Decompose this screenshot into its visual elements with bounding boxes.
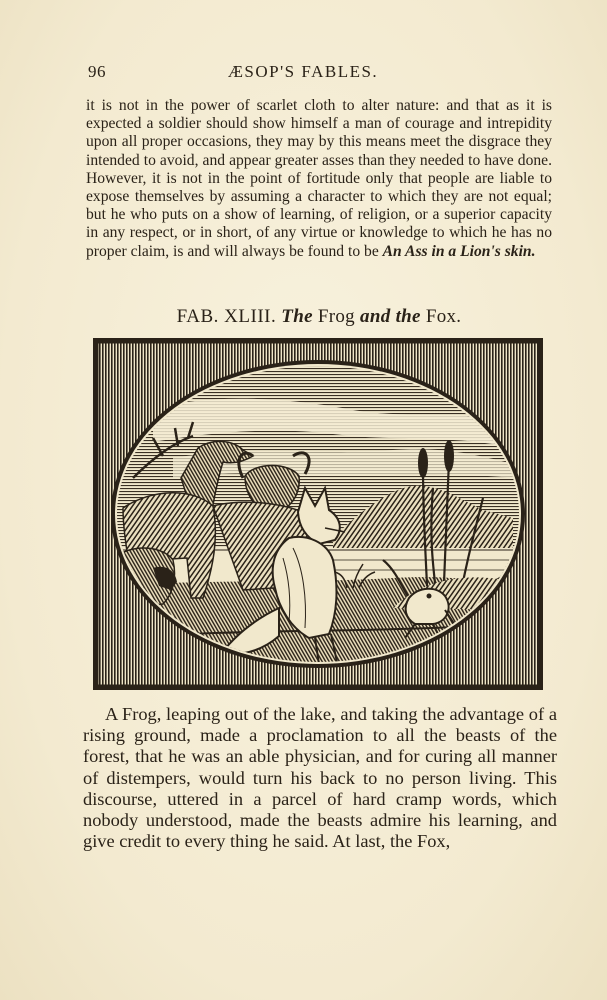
continuation-paragraph: [86, 97, 552, 261]
fable-title-the: The: [281, 306, 313, 327]
fable-title-the2: the: [395, 306, 421, 327]
cattail-2: [444, 440, 454, 472]
cattail-1: [418, 448, 428, 478]
fable-title-frog: Frog: [317, 306, 355, 327]
fable-number: FAB. XLIII.: [176, 306, 277, 327]
woodcut-svg: [93, 338, 543, 690]
page-header: [88, 62, 518, 86]
fable-heading: [86, 306, 552, 328]
moral-emphasis: An Ass in a Lion's skin.: [382, 242, 536, 260]
fable-title-and: and: [360, 306, 391, 327]
fable-title-fox: Fox.: [425, 306, 462, 327]
continuation-text: it is not in the power of scarlet cloth to alter nature: and that as it is expected a soldier should show himself a man of courage and intrepidity upon all proper occasions, they may by this means meet the disgrace they intended to avoid, and appear greater asses than they needed to have done. However, it is not in the point of fortitude only that people are liable to expose themselves by assuming a character to which they are not equal; but he who puts on a show of learning, of religion, or a superior capacity in any respect, or in short, of any virtue or knowledge to which he has no proper claim, is and will always be found to be: [86, 97, 552, 260]
page-number: 96: [88, 62, 106, 81]
fable-body-text: A Frog, leaping out of the lake, and taking the advantage of a rising ground, made a proclamation to all the beasts of the forest, that he was an able physician, and for curing all manner of distempers, would turn his back to no person living. This discourse, uttered in a parcel of hard cramp words, which nobody understood, made the beasts admire his learning, and give credit to every thing he said. At last, the Fox,: [83, 704, 557, 852]
woodcut-illustration: [93, 338, 543, 690]
fable-body-paragraph: [83, 704, 557, 852]
running-title: ÆSOP'S FABLES.: [227, 62, 379, 81]
